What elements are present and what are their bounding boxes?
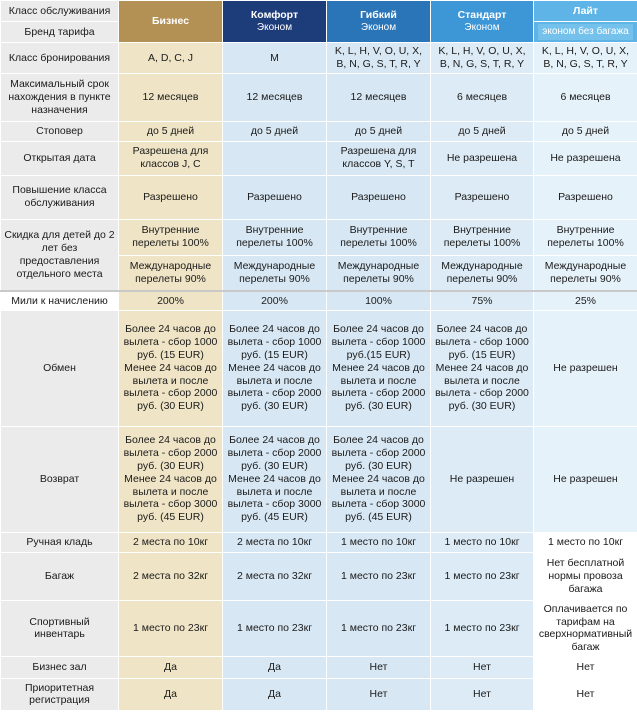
cell: 6 месяцев <box>431 73 534 121</box>
cell: 25% <box>534 291 637 310</box>
cell: 75% <box>431 291 534 310</box>
row-label: Повышение класса обслуживания <box>1 175 119 219</box>
row-priority <box>1 678 637 710</box>
row-booking-class <box>1 43 637 74</box>
cell: 1 место по 10кг <box>431 532 534 552</box>
cell: M <box>223 43 327 74</box>
cell: 1 место по 23кг <box>431 600 534 656</box>
header-row <box>1 1 637 22</box>
row-label: Бизнес зал <box>1 656 119 678</box>
cell: K, L, H, V, O, U, X, B, N, G, S, T, R, Y <box>327 43 431 74</box>
cell: 200% <box>119 291 223 310</box>
cell: 12 месяцев <box>223 73 327 121</box>
row-label: Класс бронирования <box>1 43 119 74</box>
cell: Разрешено <box>534 175 637 219</box>
cell: 1 место по 23кг <box>223 600 327 656</box>
row-child-discount-domestic <box>1 219 637 255</box>
row-open-date <box>1 141 637 175</box>
row-label: Открытая дата <box>1 141 119 175</box>
cell: Да <box>119 656 223 678</box>
cell: 1 место по 10кг <box>327 532 431 552</box>
row-label: Максимальный срок нахождения в пункте назначения <box>1 73 119 121</box>
cell: Нет бесплатной нормы провоза багажа <box>534 552 637 600</box>
cell: Разрешено <box>119 175 223 219</box>
cell: Более 24 часов до вылета - сбор 1000 руб. (15 EUR) Менее 24 часов до вылета и после вылета - сбор 2000 руб. (30 EUR) <box>119 310 223 426</box>
cell: Разрешено <box>431 175 534 219</box>
cell: Разрешено <box>327 175 431 219</box>
cell: Более 24 часов до вылета - сбор 1000 руб. (15 EUR) Менее 24 часов до вылета и после вылета - сбор 2000 руб. (30 EUR) <box>431 310 534 426</box>
brand-light: Лайт <box>534 1 637 22</box>
cell: Внутренние перелеты 100% <box>534 219 637 255</box>
cell <box>223 141 327 175</box>
brand-comfort: Комфорт Эконом <box>223 1 327 43</box>
brand-standard: Стандарт Эконом <box>431 1 534 43</box>
row-lounge <box>1 656 637 678</box>
cell: 1 место по 23кг <box>119 600 223 656</box>
row-stopover <box>1 121 637 141</box>
cell: до 5 дней <box>327 121 431 141</box>
cell: Разрешена для классов Y, S, T <box>327 141 431 175</box>
cell: Не разрешен <box>534 310 637 426</box>
cell: до 5 дней <box>431 121 534 141</box>
cell: 2 места по 32кг <box>119 552 223 600</box>
cell: Не разрешена <box>431 141 534 175</box>
brand-flexible: Гибкий Эконом <box>327 1 431 43</box>
fare-brand-label: Бренд тарифа <box>1 22 119 43</box>
cell: Нет <box>431 656 534 678</box>
row-label: Стоповер <box>1 121 119 141</box>
cell: 2 места по 10кг <box>119 532 223 552</box>
cell: до 5 дней <box>534 121 637 141</box>
row-miles <box>1 291 637 310</box>
cell: 2 места по 10кг <box>223 532 327 552</box>
cell: Более 24 часов до вылета - сбор 1000 руб. (15 EUR) Менее 24 часов до вылета и после вылета - сбор 2000 руб. (30 EUR) <box>223 310 327 426</box>
cell: Международные перелеты 90% <box>223 255 327 291</box>
row-label: Приоритетная регистрация <box>1 678 119 710</box>
cell: Не разрешена <box>534 141 637 175</box>
cell: 1 место по 10кг <box>534 532 637 552</box>
cell: Внутренние перелеты 100% <box>431 219 534 255</box>
cell: Внутренние перелеты 100% <box>327 219 431 255</box>
cell: до 5 дней <box>223 121 327 141</box>
cell: 1 место по 23кг <box>431 552 534 600</box>
cell: Нет <box>431 678 534 710</box>
cell: Да <box>119 678 223 710</box>
cell: Да <box>223 678 327 710</box>
cell: Разрешена для классов J, C <box>119 141 223 175</box>
row-label: Спортивный инвентарь <box>1 600 119 656</box>
cell: K, L, H, V, O, U, X, B, N, G, S, T, R, Y <box>431 43 534 74</box>
cell: Международные перелеты 90% <box>534 255 637 291</box>
row-hand-luggage <box>1 532 637 552</box>
cell: Нет <box>534 656 637 678</box>
row-upgrade <box>1 175 637 219</box>
row-label: Возврат <box>1 426 119 532</box>
cell: 12 месяцев <box>119 73 223 121</box>
cell: Более 24 часов до вылета - сбор 2000 руб. (30 EUR) Менее 24 часов до вылета и после вылета - сбор 3000 руб. (45 EUR) <box>119 426 223 532</box>
row-refund <box>1 426 637 532</box>
cell: Не разрешен <box>431 426 534 532</box>
cell: 12 месяцев <box>327 73 431 121</box>
cell: Международные перелеты 90% <box>327 255 431 291</box>
cell: 100% <box>327 291 431 310</box>
cell: Оплачивается по тарифам на сверхнормативный багаж <box>534 600 637 656</box>
cell: Внутренние перелеты 100% <box>119 219 223 255</box>
cell: 1 место по 23кг <box>327 552 431 600</box>
cell: Нет <box>327 656 431 678</box>
cell: Более 24 часов до вылета - сбор 1000 руб.(15 EUR) Менее 24 часов до вылета и после вылета - сбор 2000 руб. (30 EUR) <box>327 310 431 426</box>
row-label: Багаж <box>1 552 119 600</box>
cell: 6 месяцев <box>534 73 637 121</box>
brand-light-sub: эконом без багажа <box>534 22 637 43</box>
cell: Разрешено <box>223 175 327 219</box>
cell: Не разрешен <box>534 426 637 532</box>
cell: Более 24 часов до вылета - сбор 2000 руб. (30 EUR) Менее 24 часов до вылета и после вылета - сбор 3000 руб. (45 EUR) <box>223 426 327 532</box>
row-max-stay <box>1 73 637 121</box>
cell: K, L, H, V, O, U, X, B, N, G, S, T, R, Y <box>534 43 637 74</box>
row-label: Обмен <box>1 310 119 426</box>
row-exchange <box>1 310 637 426</box>
cell: Международные перелеты 90% <box>119 255 223 291</box>
cell: 1 место по 23кг <box>327 600 431 656</box>
service-class-label: Класс обслуживания <box>1 1 119 22</box>
cell: 2 места по 32кг <box>223 552 327 600</box>
cell: Более 24 часов до вылета - сбор 2000 руб. (30 EUR) Менее 24 часов до вылета и после вылета - сбор 3000 руб. (45 EUR) <box>327 426 431 532</box>
cell: Нет <box>327 678 431 710</box>
cell: A, D, C, J <box>119 43 223 74</box>
row-sports <box>1 600 637 656</box>
cell: 200% <box>223 291 327 310</box>
cell: до 5 дней <box>119 121 223 141</box>
row-label: Скидка для детей до 2 лет без предоставления отдельного места <box>1 219 119 291</box>
row-label: Ручная кладь <box>1 532 119 552</box>
cell: Нет <box>534 678 637 710</box>
cell: Внутренние перелеты 100% <box>223 219 327 255</box>
brand-business: Бизнес <box>119 1 223 43</box>
cell: Да <box>223 656 327 678</box>
row-label: Мили к начислению <box>1 291 119 310</box>
row-baggage <box>1 552 637 600</box>
cell: Международные перелеты 90% <box>431 255 534 291</box>
